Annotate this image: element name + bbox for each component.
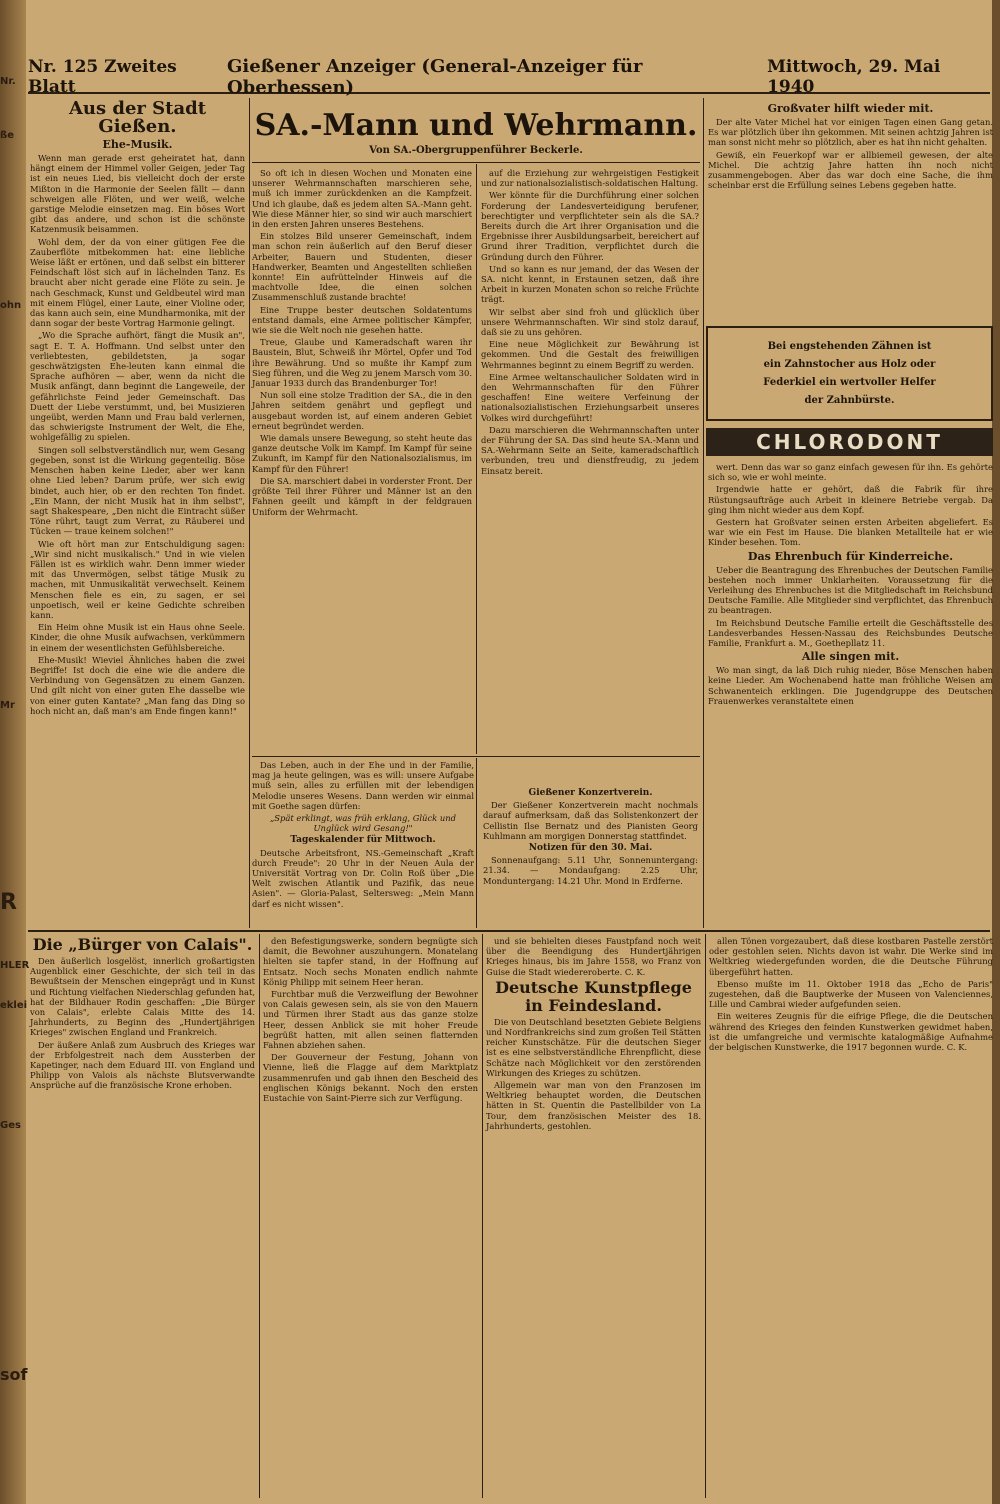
edge-fragment: sof [0, 1365, 28, 1384]
article-title-alle-singen: Alle singen mit. [801, 650, 900, 664]
paragraph: Singen soll selbstverständlich nur, wem Gesang gegeben, sonst ist die Wirkung gegenteilig. Böse Menschen haben keine Lieder, aber wer kann ohne Lied leben? Darum prüfe, wer sich ewig bindet, auch hier, ob er den rechten Ton findet. „Ein Mann, der nicht Musik hat in ihm selbst", sagt Shakespeare, „Den nicht die Eintracht süßer Töne rührt, taugt zum Verrat, zu Räuberei und Tücken — traue keinem solchen!" [30, 444, 245, 537]
paragraph: Die von Deutschland besetzten Gebiete Belgiens und Nordfrankreichs sind zum großen Teil Stätten reicher Kunstschätze. Für die deutschen Sieger ist es eine selbstverständliche Ehrenpflicht, diese Schätze nach Möglichkeit vor den zerstörenden Wirkungen des Krieges zu schützen. [486, 1016, 701, 1078]
issue-date: Mittwoch, 29. Mai 1940 [767, 57, 941, 97]
chlorodont-brand-banner: CHLORODONT [706, 428, 993, 456]
edge-fragment: ohn [0, 300, 22, 311]
paragraph: Der Gouverneur der Festung, Johann von Vienne, ließ die Flagge auf dem Marktplatz zusammenrufen und gab ihnen den Bescheid des englischen Königs bekannt. Noch den ersten Eustachie von Saint-Pierre sich zur Verfügung. [263, 1052, 478, 1104]
paragraph: Der äußere Anlaß zum Ausbruch des Krieges war der Erbfolgestreit nach dem Aussterben der Kapetinger, nach dem Eduard III. von England und Philipp von Valois als nächste Blutsverwandte Ansprüche auf die französische Krone erhoben. [30, 1039, 255, 1091]
paragraph: Wo man singt, da laß Dich ruhig nieder, Böse Menschen haben keine Lieder. Am Wochenabend hatte man fröhliche Weisen am Schwanenteich erklingen. Die Jugendgruppe des Deutschen Frauenwerkes veranstaltete einen [708, 665, 993, 706]
edge-fragment: Nr. [0, 76, 16, 87]
paragraph: Allgemein war man von den Franzosen im Weltkrieg behauptet worden, die Deutschen hätten in St. Quentin die Pastellbilder von La Tour, dem französischen Meister des 18. Jahrhunderts, gestohlen. [486, 1080, 701, 1131]
article-title-calais: Die „Bürger von Calais". [32, 935, 253, 954]
paragraph: Wenn man gerade erst geheiratet hat, dann hängt einem der Himmel voller Geigen, jeder Tag ist ein neues Lied, bis vielleicht doch der erste Mißton in die Harmonie der Seelen fällt — dann schweigen alle Flöten, und wer weiß, welche garstige Melodie einsetzen mag. Ein böses Wort gibt das andere, und schon ist die schönste Katzenmusik beisammen. [30, 153, 245, 235]
paragraph: Sonnenaufgang: 5.11 Uhr, Sonnenuntergang: 21.34. — Mondaufgang: 2.25 Uhr, Monduntergang: 14.21 Uhr. Mond in Erdferne. [483, 855, 698, 886]
paragraph: Ehe-Musik! Wieviel Ähnliches haben die zwei Begriffe! Ist doch die eine wie die andere die Verbindung von Gegensätzen zu einem Ganzen. Und gilt nicht von einer guten Ehe dasselbe wie von einer guten Kantate? „Man fang das Ding so hoch nicht an, daß man's am Ende fingen kann!" [30, 654, 245, 716]
article-title-grossvater: Großvater hilft wieder mit. [767, 102, 934, 115]
edge-fragment: Mr [0, 700, 15, 711]
column-ehe-musik [30, 100, 245, 930]
local-section-title: Aus der Stadt Gießen. [68, 98, 207, 137]
lower-section-rule [28, 930, 990, 932]
paragraph: Der alte Vater Michel hat vor einigen Tagen einen Gang getan. Es war plötzlich über ihn gekommen. Mit seinen achtzig Jahren ist man sonst nicht mehr so plötzlich, aber es hat ihn nicht gehalten. [708, 117, 993, 148]
column-kunstpflege [486, 936, 701, 1496]
edge-fragment: R [0, 890, 17, 915]
notizen-title: Notizen für den 30. Mai. [528, 843, 653, 854]
column-rule [476, 164, 477, 754]
edge-fragment: Ges [0, 1120, 21, 1131]
paragraph: wert. Denn das war so ganz einfach gewesen für ihn. Es gehörte sich so, wie er wohl meinte. [708, 462, 993, 483]
paragraph: Das Leben, auch in der Ehe und in der Familie, mag ja heute gelingen, was es will: unsere Aufgabe muß sein, alles zu erfüllen mit der lebendigen Melodie unseres Wesens. Dann werden wir einmal mit Goethe sagen dürfen: [252, 760, 474, 811]
ad-line: der Zahnbürste. [804, 395, 895, 406]
column-rule [703, 98, 704, 928]
konzertverein-block [483, 788, 698, 928]
main-article-title: SA.-Mann und Wehrmann. [254, 108, 698, 143]
paragraph: Ebenso mußte im 11. Oktober 1918 das „Echo de Paris" zugestehen, daß die Bauptwerke der Museen von Valenciennes, Lille und Cambrai wieder aufgefunden seien. [709, 978, 993, 1010]
paragraph: Ueber die Beantragung des Ehrenbuches der Deutschen Familie bestehen noch immer Unklarheiten. Voraussetzung für die Verleihung des Ehrenbuches ist die Mitgliedschaft im Reichsbund Deutsche Familie. Alle Mitglieder sind verpflichtet, das Ehrenbuch zu beantragen. [708, 564, 993, 616]
paragraph: „Wo die Sprache aufhört, fängt die Musik an", sagt E. T. A. Hoffmann. Und selbst unter den verliebtesten, gebildetsten, ja sogar geschwätzigsten Ehe-leuten kann einmal die Sprache aufhören — aber, wenn da nicht die Musik anfängt, dann beginnt die Langeweile, der gefährlichste Feind jeder Gemeinschaft. Das Duett der Liebe verstummt, und, bei Musizieren ungeübt, werden Mann und Frau bald verlernen, das schwierigste Instrument der Welt, die Ehe, wohlgefällig zu spielen. [30, 330, 245, 443]
paragraph: Ein weiteres Zeugnis für die eifrige Pflege, die die Deutschen während des Krieges den feinden Kunstwerken gewidmet haben, ist die umfangreiche und vermischte katalogmäßige Aufnahme der belgischen Kunstwerke, die 1917 begonnen wurde. C. K. [709, 1011, 993, 1053]
newspaper-name: Gießener Anzeiger (General-Anzeiger für Oberhessen) [227, 56, 643, 98]
paragraph: Eine neue Möglichkeit zur Bewährung ist gekommen. Und die Gestalt des freiwilligen Wehrmannes beginnt zu einem Begriff zu werden. [481, 339, 699, 370]
paragraph: Treue, Glaube und Kameradschaft waren ihr Baustein, Blut, Schweiß ihr Mörtel, Opfer und Tod ihre Bewährung. Und so mußte ihr Kampf zum Sieg führen, und die Weg zu jenem Marsch vom 30. Januar 1933 durch das Brandenburger Tor! [252, 337, 472, 389]
article-title-ehrenbuch: Das Ehrenbuch für Kinderreiche. [747, 549, 954, 563]
ad-line: Federkiel ein wertvoller Helfer [763, 377, 936, 388]
paragraph: Im Reichsbund Deutsche Familie erteilt die Geschäftsstelle des Landesverbandes Hessen-Nassau des Reichsbundes Deutsche Familie, Frankfurt a. M., Goethepllatz 11. [708, 617, 993, 649]
paragraph: Ein stolzes Bild unserer Gemeinschaft, indem man schon rein äußerlich auf den Beruf dieser Arbeiter, Bauern und Studenten, dieser Handwerker, Beamten und Angestellten schließen konnte! Ein aufrüttelnder Hinweis auf die machtvolle Idee, die einen solchen Zusammenschluß zustande brachte! [252, 231, 472, 303]
paragraph: Die SA. marschiert dabei in vorderster Front. Der größte Teil ihrer Führer und Männer ist an den Fahnen geeilt und kämpft in der feldgrauen Uniform der Wehrmacht. [252, 475, 472, 517]
paragraph: Dazu marschieren die Wehrmannschaften unter der Führung der SA. Das sind heute SA.-Mann und SA.-Wehrmann Seite an Seite, kameradschaftlich verbunden, treu und dienstfreudig, zu jedem Einsatz bereit. [481, 424, 699, 476]
paragraph: und sie behielten dieses Faustpfand noch weit über die Beendigung des Hundertjährigen Krieges hinaus, bis im Jahre 1558, wo Franz von Guise die Stadt wiedereroberte. C. K. [486, 936, 701, 977]
previous-page-edge [0, 0, 30, 1504]
paragraph: Eine Armee weltanschaulicher Soldaten wird in den Wehrmannschaften für den Führer geschaffen! Eine weitere Verfeinung der nationalsozialistischen Erziehungsarbeit unseres Volkes wird durchgeführt! [481, 371, 699, 423]
paragraph: den Befestigungswerke, sondern begnügte sich damit, die Bewohner auszuhungern. Monatelang hielten sie tapfer stand, in der Hoffnung auf Entsatz. Noch sechs Monaten endlich nahmte König Philipp mit seinem Heer heran. [263, 936, 478, 987]
column-grossvater-cont [708, 462, 993, 928]
paragraph: Gestern hat Großvater seinen ersten Arbeiten abgeliefert. Es war wie ein Fest im Hause. Die blanken Metallteile hat er wie Kinder besehen. Tom. [708, 517, 993, 548]
binding-edge [992, 0, 1000, 1504]
column-rule [249, 98, 250, 928]
paragraph: Der Gießener Konzertverein macht nochmals darauf aufmerksam, daß das Solistenkonzert der Cellistin Ilse Bernatz und des Pianisten Georg Kuhlmann am morgigen Donnerstag stattfindet. [483, 800, 698, 841]
paragraph: Und so kann es nur jemand, der das Wesen der SA. nicht kennt, in Erstaunen setzen, daß ihre Arbeit in kurzen Monaten schon so reiche Früchte trägt. [481, 263, 699, 305]
main-article-col-b [481, 168, 699, 748]
paragraph: Wie oft hört man zur Entschuldigung sagen: „Wir sind nicht musikalisch." Und in wie vielen Fällen ist es wirklich wahr. Denn immer wieder mit das Unvermögen, selbst tätige Musik zu machen, mit Unmusikalität verwechselt. Keinem Menschen fiele es ein, zu sagen, er sei unpoetisch, weil er keine Gedichte schreiben kann. [30, 538, 245, 620]
konzertverein-title: Gießener Konzertverein. [528, 788, 653, 798]
edge-fragment: HLER [0, 960, 30, 971]
goethe-quote: „Spät erklingt, was früh erklang, Glück und Unglück wird Gesang!" [269, 813, 457, 834]
masthead [28, 56, 990, 98]
paragraph: Wie damals unsere Bewegung, so steht heute das ganze deutsche Volk im Kampf. Im Kampf für seine Zukunft, im Kampf für den Nationalsozialismus, im Kampf für den Führer! [252, 433, 472, 474]
paragraph: Irgendwie hatte er gehört, daß die Fabrik für ihre Rüstungsaufträge auch Arbeit in kleinere Betriebe vergab. Da ging ihm nicht wieder aus dem Kopf. [708, 484, 993, 515]
paragraph: Ein Heim ohne Musik ist ein Haus ohne Seele. Kinder, die ohne Musik aufwachsen, verkümmern in einem der wesentlichsten Gefühlsbereiche. [30, 622, 245, 653]
main-article-col-a [252, 168, 472, 748]
paragraph: Wir selbst aber sind froh und glücklich über unsere Wehrmannschaften. Wir sind stolz darauf, daß sie zu uns gehören. [481, 306, 699, 338]
paragraph: Eine Truppe bester deutschen Soldatentums entstand damals, eine Armee politischer Kämpfer, wie sie die Welt noch nie gesehen hatte. [252, 304, 472, 336]
paragraph: Wer könnte für die Durchführung einer solchen Forderung der Landesverteidigung berufener, berechtigter und verpflichteter sein als die SA.? Bereits durch die Art ihrer Organisation und die Ergebnisse ihrer Ausbildungsarbeit, bereichert auf Grund ihrer Tradition, verpflichtet durch die Gründung durch den Führer. [481, 190, 699, 262]
column-rule [259, 934, 260, 1498]
paragraph: Wohl dem, der da von einer gütigen Fee die Zauberflöte mitbekommen hat: eine liebliche Weise läßt er ertönen, und daß selbst ein bitterer Feindschaft löst sich auf in lächelnden Tanz. Es braucht aber nicht gerade eine Flöte zu sein. Je nach Geschmack, Kunst und Geldbeutel wird man mit einem Flügel, einer Laute, einer Violine oder, das kann auch sein, eine Mundharmonika, mit der dann sogar der beste Vortrag Harmonie gelingt. [30, 236, 245, 329]
section-rule [252, 756, 700, 757]
column-kunstpflege-cont [709, 936, 993, 1496]
paragraph: Nun soll eine stolze Tradition der SA., die in den Jahren seitdem genährt und gepflegt und ausgebaut worden ist, auf einem anderen Gebiet erneut begründet werden. [252, 390, 472, 431]
chlorodont-advert-text [706, 326, 993, 421]
column-rule [482, 934, 483, 1498]
paragraph: Furchtbar muß die Verzweiflung der Bewohner von Calais gewesen sein, als sie von den Mauern und Türmen ihrer Stadt aus das ganze stolze Heer, dessen Anblick sie mit hoher Freude begrüßt hatten, mit allen seinen flatternden Fahnen abziehen sahen. [263, 989, 478, 1051]
column-calais-2 [263, 936, 478, 1496]
byline-rule [252, 162, 700, 163]
tageskalender-block [252, 760, 474, 928]
ad-line: Bei engstehenden Zähnen ist [767, 341, 932, 352]
paragraph: Gewiß, ein Feuerkopf war er allbiemeil gewesen, der alte Michel. Die achtzig Jahre hatten ihn noch nicht zusammengebogen. Aber das war doch eine Sache, die ihm scheinbar erst die Erfüllung seines Lebens gegeben hatte. [708, 149, 993, 191]
column-calais [30, 936, 255, 1496]
ad-line: ein Zahnstocher aus Holz oder [763, 359, 936, 370]
column-rule [476, 758, 477, 928]
edge-fragment: eklei [0, 1000, 28, 1011]
issue-number: Nr. 125 Zweites Blatt [28, 57, 177, 97]
paragraph: So oft ich in diesen Wochen und Monaten eine unserer Wehrmannschaften marschieren sehe, muß ich immer zurückdenken an die Kampfzeit. Und ich glaube, daß es jedem alten SA.-Mann geht. Wie diese Männer hier, so sind wir auch marschiert in den ersten Jahren unseres Bestehens. [252, 168, 472, 230]
paragraph: allen Tönen vorgezaubert, daß diese kostbaren Pastelle zerstört oder gestohlen seien. Nichts davon ist wahr. Die Werke sind im Weltkrieg wiedergefunden worden, die die Deutsche Führung übergeführt hatten. [709, 936, 993, 977]
article-title-ehe-musik: Ehe-Musik. [102, 138, 173, 151]
article-title-kunstpflege: Deutsche Kunstpflege in Feindesland. [495, 977, 692, 1015]
paragraph: Den äußerlich losgelöst, innerlich großartigsten Augenblick einer Geschichte, der sich teil in das Bewußtsein der Menschen eingeprägt und in Kunst und Richtung vielfachen Niederschlag gefunden hat, hat der Bildhauer Rodin geschaffen: „Die Bürger von Calais", erlebte Calais Mitte des 14. Jahrhunderts, zu Beginn des „Hundertjährigen Krieges" zwischen England und Frankreich. [30, 956, 255, 1038]
main-article-byline: Von SA.-Obergruppenführer Beckerle. [369, 145, 583, 156]
tageskalender-title: Tageskalender für Mittwoch. [290, 835, 436, 846]
paragraph: Deutsche Arbeitsfront, NS.-Gemeinschaft „Kraft durch Freude": 20 Uhr in der Neuen Aula der Universität Vortrag von Dr. Colin Roß über „Die Welt zwischen Atlantik und Pazifik, das neue Asien". — Gloria-Palast, Seltersweg: „Mein Mann darf es nicht wissen". [252, 847, 474, 909]
column-grossvater [708, 102, 993, 322]
edge-fragment: ße [0, 130, 14, 141]
paragraph: auf die Erziehung zur wehrgeistigen Festigkeit und zur nationalsozialistisch-soldatischen Haltung. [481, 168, 699, 189]
column-rule [705, 934, 706, 1498]
